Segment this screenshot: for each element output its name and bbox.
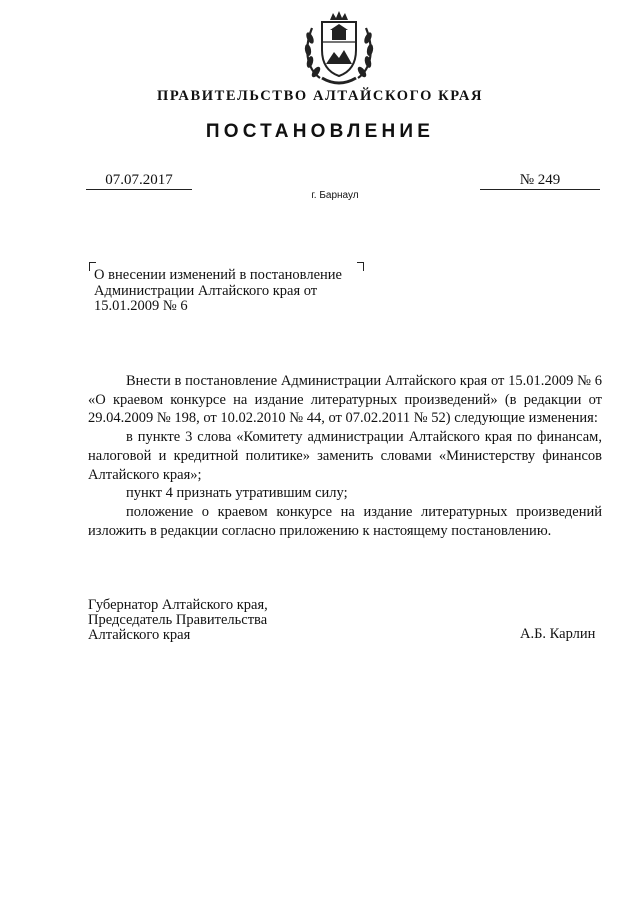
document-city: г. Барнаул — [311, 190, 359, 201]
document-date: 07.07.2017 — [86, 172, 192, 190]
coat-of-arms-icon — [300, 8, 378, 88]
document-number: № 249 — [480, 172, 600, 190]
body-paragraph: Внести в постановление Администрации Алтайского края от 15.01.2009 № 6 «О краевом конкурсе на издание литературных произведений» (в редакции от 29.04.2009 № 198, от 10.02.2010 № 44, от 07.02.2011 № 52) следующие изменения: — [88, 373, 602, 427]
document-subject: О внесении изменений в постановление Администрации Алтайского края от 15.01.2009 № 6 — [94, 267, 342, 314]
document-body — [88, 372, 602, 540]
signature-title-line: Председатель Правительства — [88, 612, 268, 628]
document-type: ПОСТАНОВЛЕНИЕ — [205, 121, 435, 142]
government-name: ПРАВИТЕЛЬСТВО АЛТАЙСКОГО КРАЯ — [156, 88, 484, 104]
signature-title-line: Губернатор Алтайского края, — [88, 597, 268, 613]
signature-title-line: Алтайского края — [88, 627, 191, 643]
signature-title — [88, 598, 348, 643]
body-paragraph: положение о краевом конкурсе на издание литературных произведений изложить в редакции согласно приложению к настоящему постановлению. — [88, 503, 602, 539]
body-paragraph: пункт 4 признать утратившим силу; — [126, 485, 348, 502]
body-paragraph: в пункте 3 слова «Комитету администрации Алтайского края по финансам, налоговой и кредитной политике» заменить словами «Министерству финансов Алтайского края»; — [88, 429, 602, 483]
signer-name: А.Б. Карлин — [520, 626, 596, 642]
